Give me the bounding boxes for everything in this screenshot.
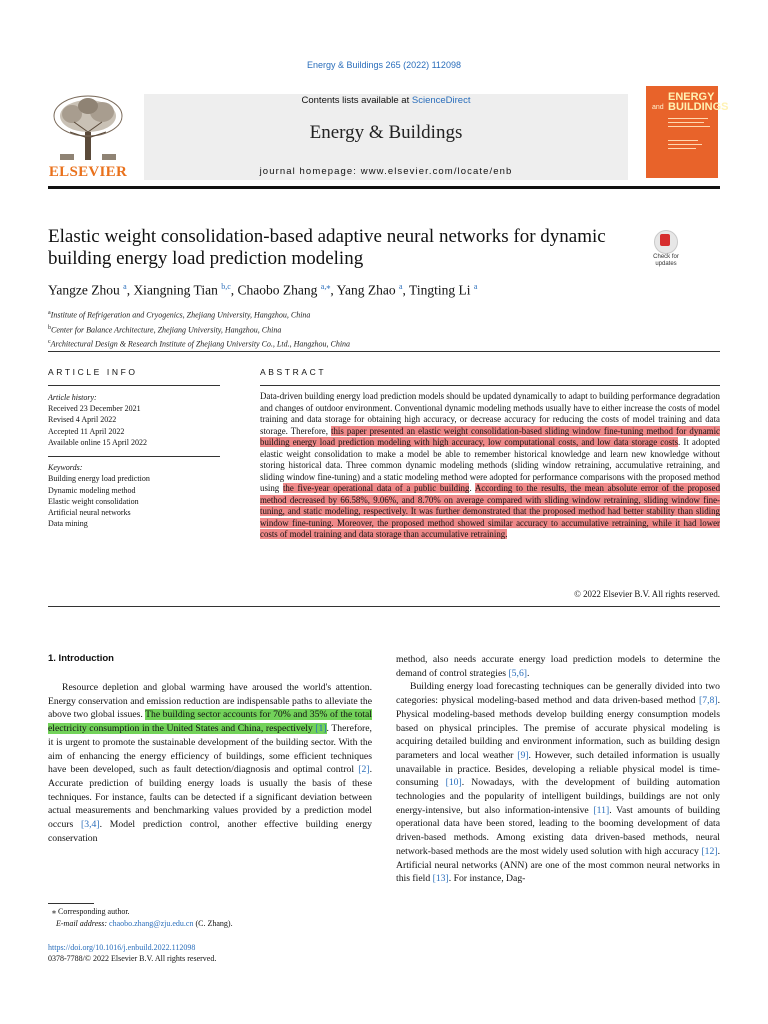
reference-link[interactable]: [1] (315, 723, 327, 735)
author[interactable]: Yangze Zhou (48, 282, 120, 298)
reference-link[interactable]: [2] (358, 764, 370, 776)
cover-line (668, 144, 702, 145)
footnote (48, 906, 368, 930)
article-info-rule (48, 385, 220, 386)
reference-link[interactable]: [5,6] (508, 667, 528, 679)
author-affiliation-mark[interactable]: a,⁎ (320, 282, 331, 291)
reference-link[interactable]: [12] (701, 845, 718, 857)
cover-line (668, 148, 696, 149)
highlight-red[interactable]: this paper presented an elastic weight consolidation-based sliding window fine-tuning method for dynamic building energy load prediction modeling with high accuracy, low computational costs, and low data storage costs (260, 425, 720, 447)
cover-line (668, 140, 698, 141)
author[interactable]: Xiangning Tian (133, 282, 218, 298)
history-label: Article history: (48, 393, 97, 402)
body-column-left (48, 681, 372, 845)
doi-link[interactable]: https://doi.org/10.1016/j.enbuild.2022.112098 (48, 943, 196, 952)
reference-link[interactable]: [13] (432, 873, 449, 885)
cover-line (668, 122, 704, 123)
affiliations (48, 307, 720, 351)
article-info-heading: ARTICLE INFO (48, 367, 138, 377)
journal-cover-thumbnail[interactable] (646, 86, 729, 178)
abstract-heading: ABSTRACT (260, 367, 327, 377)
reference-link[interactable]: [11] (593, 804, 610, 816)
keyword-item: Building energy load prediction (48, 474, 150, 484)
article-history (48, 392, 228, 448)
elsevier-wordmark: ELSEVIER (48, 164, 128, 180)
article-title: Elastic weight consolidation-based adaptive neural networks for dynamic building energy load prediction modeling (48, 226, 606, 269)
contents-line: Contents lists available at ScienceDirect (301, 95, 471, 106)
journal-name: Energy & Buildings (309, 122, 463, 143)
elsevier-logo[interactable] (48, 86, 128, 182)
author-affiliation-mark[interactable]: b,c (221, 282, 231, 291)
email-note: E-mail address: chaobo.zhang@zju.edu.cn (C. Zhang). (56, 919, 233, 928)
history-item: Accepted 11 April 2022 (48, 426, 125, 436)
check-for-updates-badge[interactable] (646, 230, 686, 270)
author[interactable]: Tingting Li (409, 282, 471, 298)
journal-homepage[interactable]: journal homepage: www.elsevier.com/locate/enb (259, 166, 513, 177)
author[interactable]: Yang Zhao (336, 282, 396, 298)
body-paragraph: method, also needs accurate energy load prediction models to determine the demand of control strategies [5,6]. (396, 654, 720, 679)
keywords (48, 462, 228, 530)
check-updates-label: Check for updates (653, 254, 679, 267)
header-rule (48, 186, 720, 189)
abstract-copyright: © 2022 Elsevier B.V. All rights reserved. (574, 589, 720, 599)
section-rule (48, 351, 720, 352)
keyword-item: Artificial neural networks (48, 508, 131, 518)
affiliation-item: $^b$Center for Balance Architecture, Zhejiang University, Hangzhou, China (48, 324, 282, 335)
author-affiliation-mark[interactable]: a (123, 282, 127, 291)
reference-link[interactable]: [7,8] (699, 695, 718, 707)
issn-line: 0378-7788/© 2022 Elsevier B.V. All rights reserved. (48, 954, 217, 963)
affiliation-item: $^a$Institute of Refrigeration and Cryogenics, Zhejiang University, Hangzhou, China (48, 310, 311, 320)
highlight-green[interactable]: The building sector accounts for 70% and 35% of the total electricity consumption in the United States and China, respectively [1] (48, 709, 372, 735)
cover-title: ENERGY BUILDINGS (668, 91, 729, 113)
cover-line (668, 118, 708, 119)
keyword-item: Elastic weight consolidation (48, 496, 139, 506)
reference-link[interactable]: [3,4] (81, 819, 100, 831)
highlight-red[interactable]: According to the results, the mean absolute error of the proposed method decreased by 66.58%, 9.06%, and 8.70% on average compared with sliding window retraining, sliding window fine-tuning, and static modeling, respectively. It was further demonstrated that the proposed method had better stability than sliding window fine-tuning. Moreover, the proposed method showed similar accuracy to accumulative retraining, while it had lower costs of model training and data storage than accumulative retraining. (260, 483, 721, 539)
cover-and-text: and (652, 104, 664, 111)
history-item: Received 23 December 2021 (48, 404, 141, 414)
journal-banner (48, 86, 729, 182)
sciencedirect-link[interactable]: ScienceDirect (411, 95, 471, 106)
history-item: Available online 15 April 2022 (48, 437, 147, 447)
body-column-right (396, 653, 720, 886)
footnote-rule (48, 903, 94, 904)
highlight-red[interactable]: the five-year operational data of a public building (282, 483, 470, 493)
bookmark-icon (660, 234, 670, 246)
section-heading-introduction: 1. Introduction (48, 653, 114, 664)
email-link[interactable]: chaobo.zhang@zju.edu.cn (109, 919, 194, 928)
reference-link[interactable]: [9] (517, 749, 529, 761)
body-paragraph: Resource depletion and global warming have aroused the world's attention. Energy conservation and emission reduction are indispensable paths to alleviate the above two global issues. The building sector accounts for 70% and 35% of the total electricity consumption in the United States and China, respectively [1]. Therefore, it is urgent to promote the sustainable development of the building sector. With the aim of enhancing the energy efficiency of buildings, some efficient techniques have been developed, such as fault detection/diagnosis and optimal control [2]. Accurate prediction of building energy loads is usually the basis of these techniques. For instance, faults can be detected if a significant deviation between actual measurements and benchmarking values provided by a prediction model occurs [3,4]. Model prediction control, another effective building energy conservation (48, 682, 372, 844)
journal-citation[interactable]: Energy & Buildings 265 (2022) 112098 (307, 60, 461, 70)
keywords-rule (48, 456, 220, 457)
corresponding-author-note: ⁎ Corresponding author. (52, 907, 130, 916)
keywords-label: Keywords: (48, 463, 83, 472)
author-affiliation-mark[interactable]: a (398, 282, 403, 291)
cover-line (668, 126, 710, 127)
keyword-item: Data mining (48, 519, 88, 529)
abstract-end-rule (48, 606, 720, 607)
reference-link[interactable]: [10] (445, 777, 462, 789)
author[interactable]: Chaobo Zhang (237, 282, 318, 298)
keyword-item: Dynamic modeling method (48, 485, 136, 495)
history-item: Revised 4 April 2022 (48, 415, 117, 425)
elsevier-tree-icon (50, 92, 126, 162)
journal-info-box (144, 94, 628, 180)
author-list: Yangze Zhou $^a$, Xiangning Tian $^{b,c}$, Chaobo Zhang $^{a,⁎}$, Yang Zhao $^a$, Tingting Li $^a$ (48, 282, 478, 298)
body-paragraph: Building energy load forecasting techniques can be generally divided into two categories: physical modeling-based method and data driven-based method [7,8]. Physical modeling-based methods develop building energy consumption models based on physical principles. The premise of accurate physical modeling is acquiring detailed building and environment information, such as building design parameters and local weather [9]. However, such detailed information is usually unavailable in practice. Besides, developing a reliable physical model is time-consuming [10]. Nowadays, with the development of building automation technologies and the popularity of intelligent buildings, buildings are not only energy-intensive, but also information-intensive [11]. Vast amounts of building operational data have been stored, leading to the booming development of data driven-based methods. Among existing data driven-based methods, neural network-based methods are the most widely used solution with high accuracy [12]. Artificial neural networks (ANN) are one of the most common neural networks in this field [13]. For instance, Dag- (396, 681, 721, 885)
abstract-rule (260, 385, 720, 386)
affiliation-item: $^c$Architectural Design & Research Institute of Zhejiang University Co., Ltd., Hangzhou, China (48, 339, 351, 349)
doi-block (48, 942, 368, 964)
author-affiliation-mark[interactable]: a (473, 282, 478, 291)
abstract-text: Data-driven building energy load prediction models should be updated dynamically to adapt to building performance degradation and changes of outdoor environment. Conventional dynamic modeling methods usually have to either increase the costs of model training and data storage for obtaining high accuracy, or decrease accuracy for reducing the costs of model training and data storage. Therefore, this paper presented an elastic weight consolidation-based sliding window fine-tuning method for dynamic building energy load prediction modeling with high accuracy, low computational costs, and low data storage costs. It adopted elastic weight consolidation to make a model be able to remember historical knowledge and learn new knowledge without storing historical data. Three common dynamic modeling methods (sliding window retraining, accumulative retraining, and sliding window fine-tuning) and a static modeling method were adopted for performance comparisons with the proposed method using the five-year operational data of a public building. According to the results, the mean absolute error of the proposed method decreased by 66.58%, 9.06%, and 8.70% on average compared with sliding window retraining, sliding window fine-tuning, and static modeling, respectively. It was further demonstrated that the proposed method had better stability than sliding window fine-tuning. Moreover, the proposed method showed similar accuracy to accumulative retraining, while it had lower costs of model training and data storage than accumulative retraining. (260, 391, 721, 539)
